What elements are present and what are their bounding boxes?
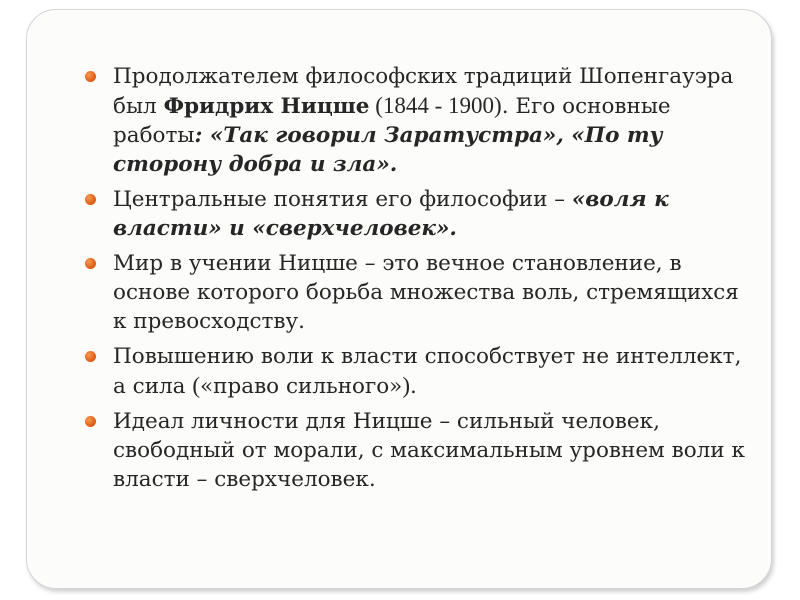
bullet-1-text-a: Продолжателем философских традиций Шопенгауэра был: [113, 64, 734, 119]
bullet-4-paren-open: (: [192, 373, 201, 398]
bullet-2-text-a: Центральные понятия его философии –: [113, 187, 572, 212]
bullet-item-5: [58, 407, 748, 494]
bullet-icon: [85, 258, 96, 269]
bullet-1-years: (1844 - 1900): [369, 93, 502, 118]
bullet-1-author-name: Фридрих Ницше: [163, 94, 370, 119]
slide-content: [58, 62, 748, 500]
bullet-5-text: Идеал личности для Ницше – сильный человек, свободный от морали, с максимальным уровнем воли к власти – сверхчеловек.: [113, 409, 745, 492]
bullet-icon: [85, 194, 96, 205]
bullet-4-paren-close: ): [402, 373, 411, 398]
bullet-4-text-a: Повышению воли к власти способствует не интеллект, а сила: [113, 344, 742, 399]
bullet-1-works: : «Так говорил Заратустра», «По ту сторону добра и зла».: [113, 123, 663, 177]
bullet-item-1: [58, 62, 748, 179]
bullet-4-period: .: [410, 374, 417, 399]
bullet-2-concepts: «воля к власти» и «сверхчеловек».: [113, 187, 669, 241]
bullet-item-2: [58, 185, 748, 243]
bullet-icon: [85, 351, 96, 362]
bullet-icon: [85, 71, 96, 82]
bullet-4-quote: «право сильного»: [200, 374, 403, 399]
bullet-icon: [85, 416, 96, 427]
bullet-3-text: Мир в учении Ницше – это вечное становление, в основе которого борьба множества воль, стремящихся к превосходству.: [113, 251, 739, 334]
bullet-item-4: [58, 342, 748, 401]
bullet-item-3: [58, 249, 748, 336]
bullet-1-text-b: . Его основные работы: [113, 94, 671, 148]
bullet-list: [58, 62, 748, 494]
